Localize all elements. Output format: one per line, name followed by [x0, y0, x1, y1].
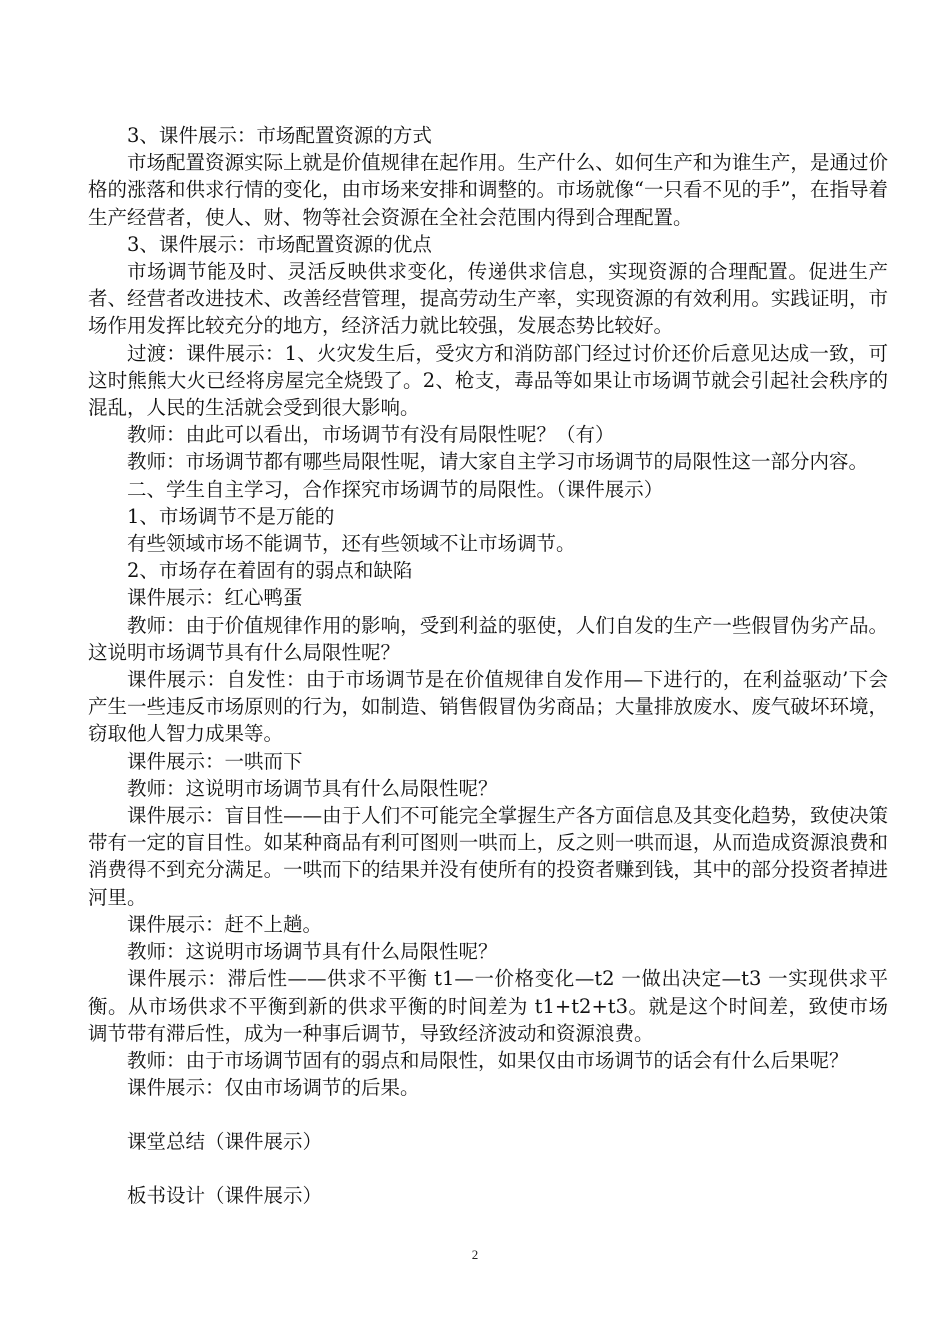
paragraph-teacher-question-4: 教师：这说明市场调节具有什么局限性呢？ — [127, 776, 498, 800]
page-number: 2 — [471, 1247, 479, 1262]
paragraph-not-omnipotent: 有些领域市场不能调节，还有些领域不让市场调节。 — [127, 532, 576, 556]
paragraph-consequences: 课件展示：仅由市场调节的后果。 — [127, 1076, 420, 1100]
paragraph-rush-down: 课件展示：一哄而下 — [127, 749, 303, 773]
heading-allocation-method: 3、课件展示：市场配置资源的方式 — [127, 124, 432, 147]
heading-board-design: 板书设计（课件展示） — [127, 1183, 323, 1207]
heading-inherent-weakness: 2、市场存在着固有的弱点和缺陷 — [127, 559, 413, 583]
paragraph-transition: 过渡：课件展示：1、火灾发生后，受灾方和消防部门经过讨价还价后意见达成一致，可这时熊熊大火已经将房屋完全烧毁了。2、枪支，毒品等如果让市场调节就会引起社会秩序的混乱，人民的生活就会受到很大影响。 — [88, 341, 888, 420]
heading-class-summary: 课堂总结（课件展示） — [127, 1130, 323, 1154]
paragraph-allocation-advantages: 市场调节能及时、灵活反映供求变化，传递供求信息，实现资源的合理配置。促进生产者、经营者改进技术、改善经营管理，提高劳动生产率，实现资源的有效利用。实践证明，市场作用发挥比较充分的地方，经济活力就比较强，发展态势比较好。 — [88, 260, 888, 338]
heading-not-omnipotent: 1、市场调节不是万能的 — [127, 504, 335, 528]
paragraph-teacher-question-6: 教师：由于市场调节固有的弱点和局限性，如果仅由市场调节的话会有什么后果呢？ — [127, 1048, 849, 1072]
paragraph-teacher-question-2: 教师：市场调节都有哪些局限性呢，请大家自主学习市场调节的局限性这一部分内容。 — [127, 450, 869, 474]
heading-allocation-advantages: 3、课件展示：市场配置资源的优点 — [127, 232, 432, 256]
heading-section-two: 二、学生自主学习，合作探究市场调节的局限性。（课件展示） — [127, 477, 664, 501]
paragraph-allocation-method: 市场配置资源实际上就是价值规律在起作用。生产什么、如何生产和为谁生产，是通过价格的涨落和供求行情的变化，由市场来安排和调整的。市场就像“一只看不见的手”，在指导着生产经营者，使人、财、物等社会资源在全社会范围内得到合理配置。 — [88, 151, 888, 229]
paragraph-teacher-question-3: 教师：由于价值规律作用的影响，受到利益的驱使，人们自发的生产一些假冒伪劣产品。这说明市场调节具有什么局限性呢？ — [88, 613, 888, 664]
paragraph-spontaneity: 课件展示：自发性：由于市场调节是在价值规律自发作用—下进行的，在利益驱动’下会产生一些违反市场原则的行为，如制造、销售假冒伪劣商品；大量排放废水、废气破坏环境，窃取他人智力成果等。 — [88, 668, 888, 746]
paragraph-teacher-question-5: 教师：这说明市场调节具有什么局限性呢？ — [127, 940, 498, 964]
paragraph-lag: 课件展示：滞后性——供求不平衡 t1—一价格变化—t2 一做出决定—t3 一实现供求平衡。从市场供求不平衡到新的供求平衡的时间差为 t1+t2+t3。就是这个时间差，致使市场调节带有滞后性，成为一种事后调节，导致经济波动和资源浪费。 — [88, 967, 888, 1045]
paragraph-teacher-question-1: 教师：由此可以看出，市场调节有没有局限性呢？（有） — [127, 423, 615, 447]
paragraph-blindness: 课件展示：盲目性——由于人们不可能完全掌握生产各方面信息及其变化趋势，致使决策带有一定的盲目性。如某种商品有利可图则一哄而上，反之则一哄而退，从而造成资源浪费和消费得不到充分满足。一哄而下的结果并没有使所有的投资者赚到钱，其中的部分投资者掉进河里。 — [88, 804, 888, 909]
paragraph-cannot-keep-up: 课件展示：赶不上趟。 — [127, 912, 323, 936]
paragraph-red-egg: 课件展示：红心鸭蛋 — [127, 586, 303, 610]
document-body — [88, 122, 888, 1209]
